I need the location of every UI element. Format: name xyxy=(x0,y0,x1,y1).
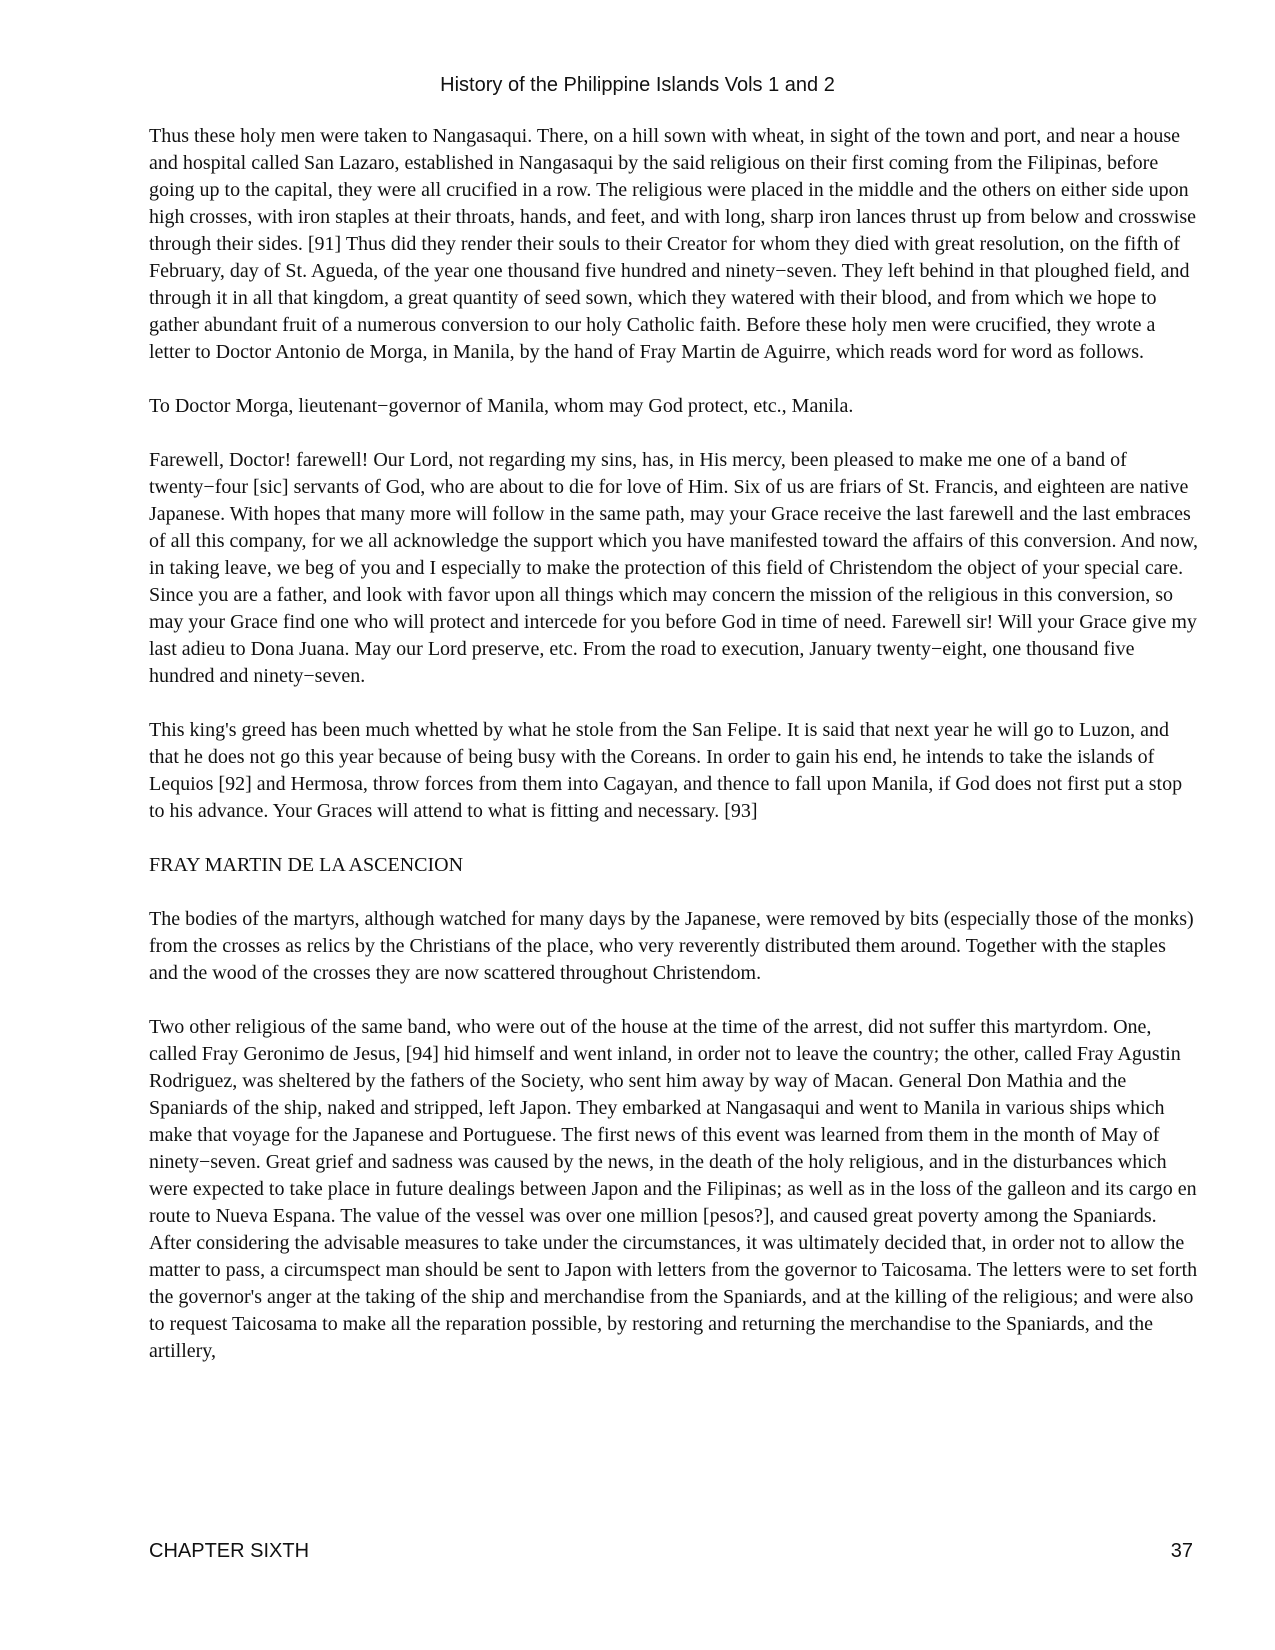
paragraph-bodies-martyrs: The bodies of the martyrs, although watched for many days by the Japanese, were removed by bits (especially those of the monks) from the crosses as relics by the Christians of the place, who very reverently distributed them around. Together with the staples and the wood of the crosses they are now scattered throughout Christendom. xyxy=(149,908,1194,984)
paragraph-signature: FRAY MARTIN DE LA ASCENCION xyxy=(149,854,464,876)
body-text xyxy=(149,123,1199,1392)
paragraph-letter-body: Farewell, Doctor! farewell! Our Lord, not regarding my sins, has, in His mercy, been pleased to make me one of a band of twenty−four [sic] servants of God, who are about to die for love of Him. Six of us are friars of St. Francis, and eighteen are native Japanese. With hopes that many more will follow in the same path, may your Grace receive the last farewell and the last embraces of all this company, for we all acknowledge the support which you have manifested toward the affairs of this conversion. And now, in taking leave, we beg of you and I especially to make the protection of this field of Christendom the object of your special care. Since you are a father, and look with favor upon all things which may concern the mission of the religious in this conversion, so may your Grace find one who will protect and intercede for you before God in time of need. Farewell sir! Will your Grace give my last adieu to Dona Juana. May our Lord preserve, etc. From the road to execution, January twenty−eight, one thousand five hundred and ninety−seven. xyxy=(149,449,1198,687)
paragraph-crucifixion: Thus these holy men were taken to Nangasaqui. There, on a hill sown with wheat, in sight of the town and port, and near a house and hospital called San Lazaro, established in Nangasaqui by the said religious on their first coming from the Filipinas, before going up to the capital, they were all crucified in a row. The religious were placed in the middle and the others on either side upon high crosses, with iron staples at their throats, hands, and feet, and with long, sharp iron lances thrust up from below and crosswise through their sides. [91] Thus did they render their souls to their Creator for whom they died with great resolution, on the fifth of February, day of St. Agueda, of the year one thousand five hundred and ninety−seven. They left behind in that ploughed field, and through it in all that kingdom, a great quantity of seed sown, which they watered with their blood, and from which we hope to gather abundant fruit of a numerous conversion to our holy Catholic faith. Before these holy men were crucified, they wrote a letter to Doctor Antonio de Morga, in Manila, by the hand of Fray Martin de Aguirre, which reads word for word as follows. xyxy=(149,125,1197,363)
paragraph-letter-address: To Doctor Morga, lieutenant−governor of Manila, whom may God protect, etc., Manila. xyxy=(149,395,854,417)
footer-page-number: 37 xyxy=(1170,1540,1193,1562)
paragraph-king-greed: This king's greed has been much whetted by what he stole from the San Felipe. It is said that next year he will go to Luzon, and that he does not go this year because of being busy with the Coreans. In order to gain his end, he intends to take the islands of Lequios [92] and Hermosa, throw forces from them into Cagayan, and thence to fall upon Manila, if God does not first put a stop to his advance. Your Graces will attend to what is fitting and necessary. [93] xyxy=(149,719,1183,822)
page-header-title: History of the Philippine Islands Vols 1 and 2 xyxy=(440,74,835,96)
footer-chapter: CHAPTER SIXTH xyxy=(149,1540,310,1562)
paragraph-other-religious: Two other religious of the same band, who were out of the house at the time of the arrest, did not suffer this martyrdom. One, called Fray Geronimo de Jesus, [94] hid himself and went inland, in order not to leave the country; the other, called Fray Agustin Rodriguez, was sheltered by the fathers of the Society, who sent him away by way of Macan. General Don Mathia and the Spaniards of the ship, naked and stripped, left Japon. They embarked at Nangasaqui and went to Manila in various ships which make that voyage for the Japanese and Portuguese. The first news of this event was learned from them in the month of May of ninety−seven. Great grief and sadness was caused by the news, in the death of the holy religious, and in the disturbances which were expected to take place in future dealings between Japon and the Filipinas; as well as in the loss of the galleon and its cargo en route to Nueva Espana. The value of the vessel was over one million [pesos?], and caused great poverty among the Spaniards. After considering the advisable measures to take under the circumstances, it was ultimately decided that, in order not to allow the matter to pass, a circumspect man should be sent to Japon with letters from the governor to Taicosama. The letters were to set forth the governor's anger at the taking of the ship and merchandise from the Spaniards, and at the killing of the religious; and were also to request Taicosama to make all the reparation possible, by restoring and returning the merchandise to the Spaniards, and the artillery, xyxy=(149,1016,1198,1362)
